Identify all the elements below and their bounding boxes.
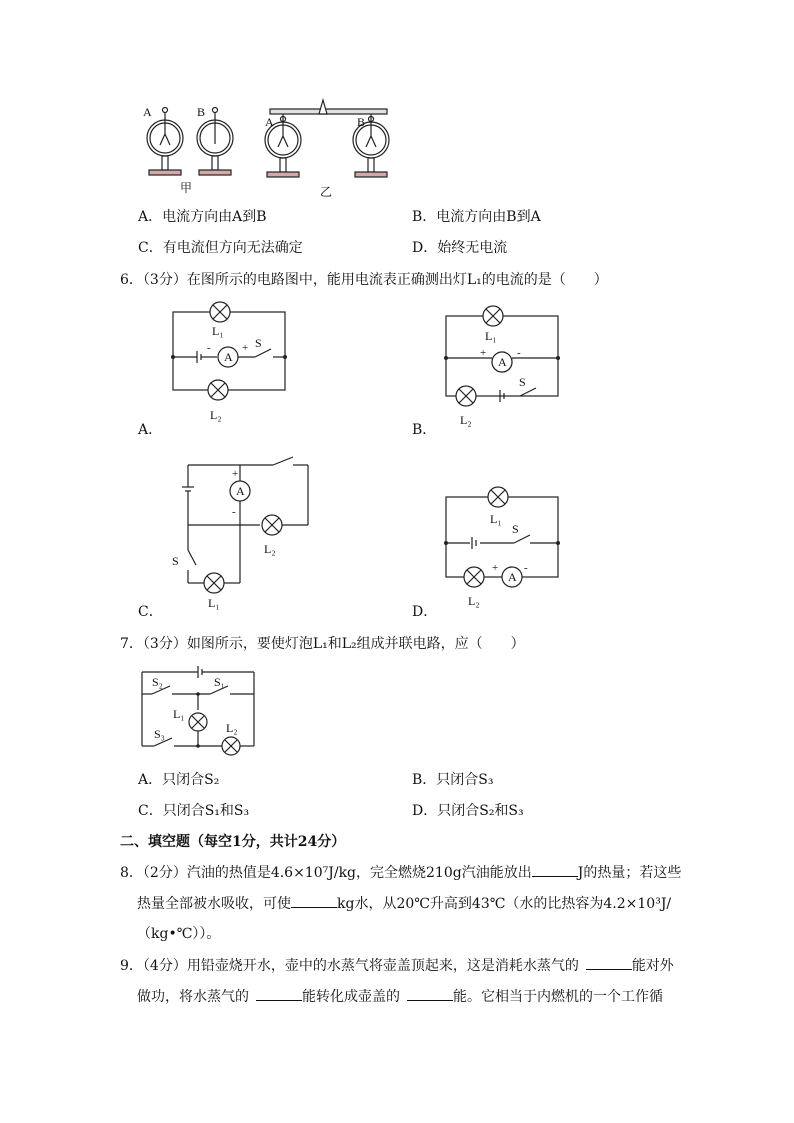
q5-option-b: B．电流方向由B到A [412,209,541,225]
q6a-minus: - [207,342,211,354]
q9-blank-2[interactable] [256,986,302,1001]
q7-circuit [138,660,263,755]
q6-circuit-d [440,483,565,608]
q8-line2 [137,893,671,914]
q6c-plus: + [232,468,239,480]
q6-stem: 6．（3分）在图所示的电路图中，能用电流表正确测出灯L₁的电流的是（ ） [120,272,608,288]
q7-option-d: D．只闭合S₂和S₃ [412,803,524,819]
q6a-l2-label: L₂ [210,408,222,422]
q6c-l1-label: L₁ [208,596,220,610]
q8-line1 [120,862,681,883]
q5-option-d: D．始终无电流 [412,240,508,256]
q8-line1-text-b: J的热量；若这些 [577,865,682,881]
q6a-ammeter-label: A [224,350,233,364]
q6-circuit-b [440,300,565,430]
q6b-minus: - [517,347,521,359]
q6d-minus: - [524,562,528,574]
q7-s2-label: S₂ [152,675,163,689]
q7-s1-label: S₁ [214,675,225,689]
q7-option-c: C．只闭合S₁和S₃ [138,803,250,819]
q5-label-a2: A [265,115,274,129]
q7-l1-label: L₁ [173,707,185,721]
q9-line2-text-b: 能转化成壶盖的 [302,989,400,1005]
q6-option-d: D． [412,604,438,620]
q6d-l2-label: L₂ [468,594,480,608]
q9-blank-1[interactable] [586,955,632,970]
q6c-ammeter-label: A [236,484,245,498]
q9-line2 [137,986,663,1007]
q5-label-yi: 乙 [320,185,333,199]
q5-option-a: A．电流方向由A到B [138,209,267,225]
q6c-switch-label: S [172,554,179,568]
q7-stem: 7．（3分）如图所示，要使灯泡L₁和L₂组成并联电路，应（ ） [120,636,525,652]
q6b-switch-label: S [519,375,526,389]
q5-label-jia: 甲 [180,181,193,195]
q8-line2-text-a: 热量全部被水吸收，可使 [137,896,291,912]
q9-line1 [120,955,674,976]
q6c-l2-label: L₂ [264,542,276,556]
q6b-plus: + [480,347,487,359]
q6-option-b: B． [412,422,437,438]
q7-option-a: A．只闭合S₂ [138,772,220,788]
q6d-plus: + [492,562,499,574]
q8-line2-text-b: kg水，从20℃升高到43℃（水的比热容为4.2×10³J/ [337,896,672,912]
q6-circuit-a [165,295,295,425]
q6b-l2-label: L₂ [460,413,472,427]
q5-label-b2: B [357,115,366,129]
q6b-l1-label: L₁ [485,329,497,343]
q7-l2-label: L₂ [226,721,238,735]
q7-option-b: B．只闭合S₃ [412,772,494,788]
q6-circuit-c [168,455,313,615]
q6d-l1-label: L₁ [490,512,502,526]
q9-blank-3[interactable] [407,986,453,1001]
q8-line1-text-a: 8．（2分）汽油的热值是4.6×10⁷J/kg，完全燃烧210g汽油能放出 [120,865,532,881]
q6c-minus: - [232,506,236,518]
q9-line2-text-a: 做功，将水蒸气的 [137,989,249,1005]
q5-label-b1: B [197,105,206,119]
q5-option-c: C．有电流但方向无法确定 [138,240,303,256]
q5-electroscope-figure [135,98,400,203]
q6-option-a: A． [138,422,163,438]
q7-s3-label: S₃ [154,727,165,741]
q6a-plus: + [242,342,249,354]
q9-line1-text-a: 9．（4分）用铅壶烧开水，壶中的水蒸气将壶盖顶起来，这是消耗水蒸气的 [120,958,579,974]
q6b-ammeter-label: A [498,355,507,369]
q8-line3: （kg•℃））。 [137,926,221,942]
q9-line2-text-c: 能。它相当于内燃机的一个工作循 [453,989,663,1005]
q6a-switch-label: S [255,336,262,350]
q8-blank-2[interactable] [291,893,337,908]
q6a-l1-label: L₁ [212,324,224,338]
section-title: 二、填空题（每空1分，共计24分） [120,834,346,850]
q6d-ammeter-label: A [508,570,517,584]
q6d-switch-label: S [512,522,519,536]
q5-label-a1: A [143,105,152,119]
q9-line1-text-b: 能对外 [631,958,674,974]
q8-blank-1[interactable] [532,862,578,877]
q6-option-c: C． [138,604,163,620]
